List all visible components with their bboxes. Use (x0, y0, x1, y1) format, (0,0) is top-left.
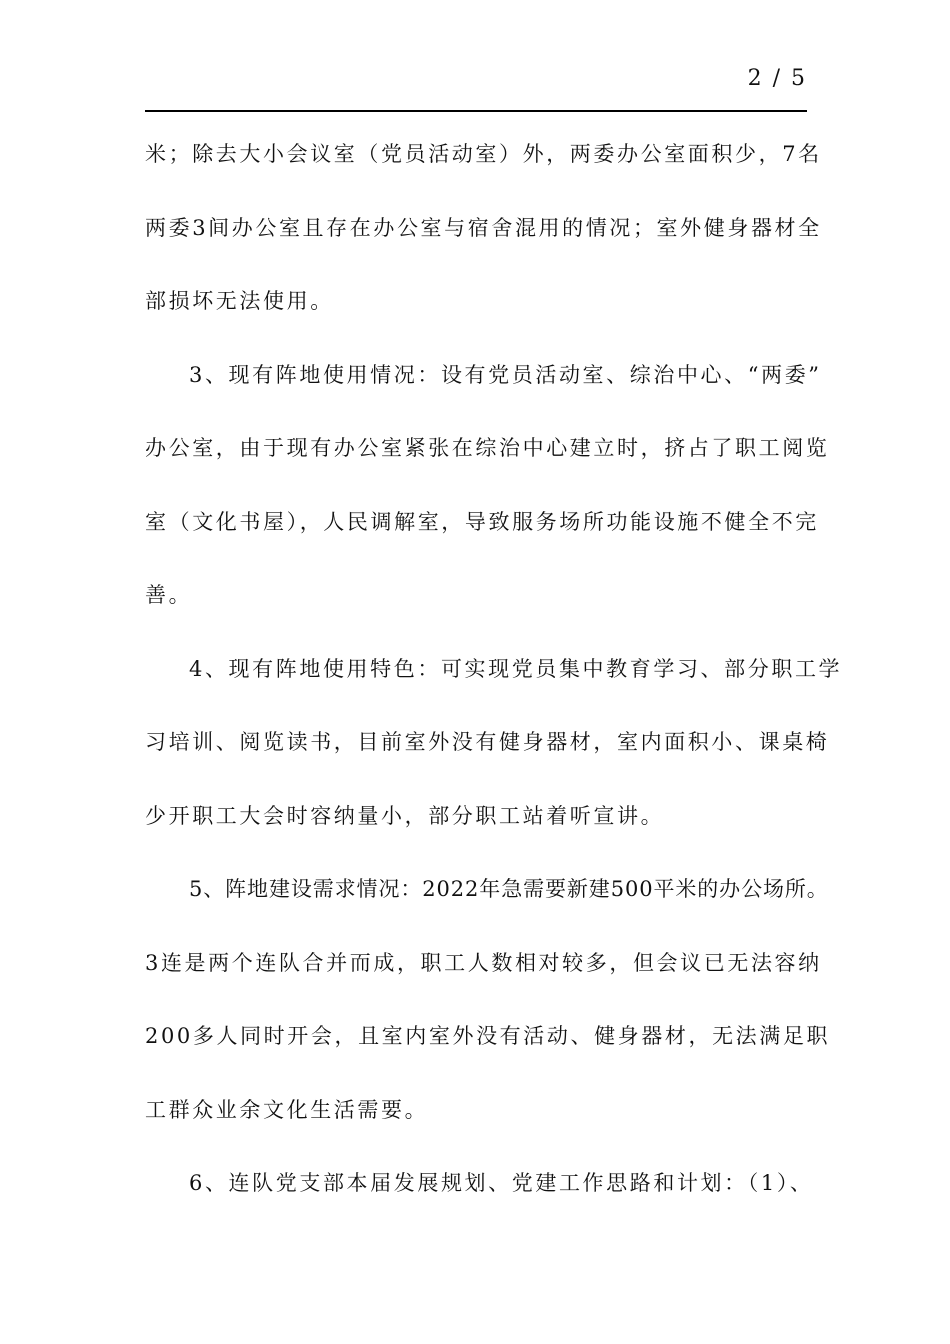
text-line: 善。 (145, 583, 193, 607)
text-line: 习培训、阅览读书，目前室外没有健身器材，室内面积小、课桌椅 (145, 730, 830, 754)
page-number: 2 / 5 (747, 66, 807, 91)
text-line: 4、现有阵地使用特色：可实现党员集中教育学习、部分职工学 (189, 656, 843, 681)
header-rule (145, 110, 807, 112)
text-line: 6、连队党支部本届发展规划、党建工作思路和计划：（1）、 (189, 1171, 814, 1195)
text-line: 200多人同时开会，且室内室外没有活动、健身器材，无法满足职 (145, 1024, 831, 1048)
document-body (145, 118, 843, 1221)
text-line: 5、阵地建设需求情况：2022年急需要新建500平米的办公场所。 (189, 877, 829, 901)
text-line: 两委3间办公室且存在办公室与宿舍混用的情况；室外健身器材全 (145, 215, 822, 240)
text-line: 办公室，由于现有办公室紧张在综治中心建立时，挤占了职工阅览 (145, 436, 830, 460)
text-line: 3连是两个连队合并而成，职工人数相对较多，但会议已无法容纳 (145, 950, 822, 975)
text-line: 少开职工大会时容纳量小，部分职工站着听宣讲。 (145, 803, 665, 828)
text-line: 工群众业余文化生活需要。 (145, 1097, 429, 1122)
text-line: 3、现有阵地使用情况：设有党员活动室、综治中心、“两委” (189, 362, 822, 387)
text-line: 室（文化书屋），人民调解室，导致服务场所功能设施不健全不完 (145, 509, 819, 534)
text-line: 米；除去大小会议室（党员活动室）外，两委办公室面积少，7名 (145, 142, 822, 166)
text-line: 部损坏无法使用。 (145, 289, 334, 313)
